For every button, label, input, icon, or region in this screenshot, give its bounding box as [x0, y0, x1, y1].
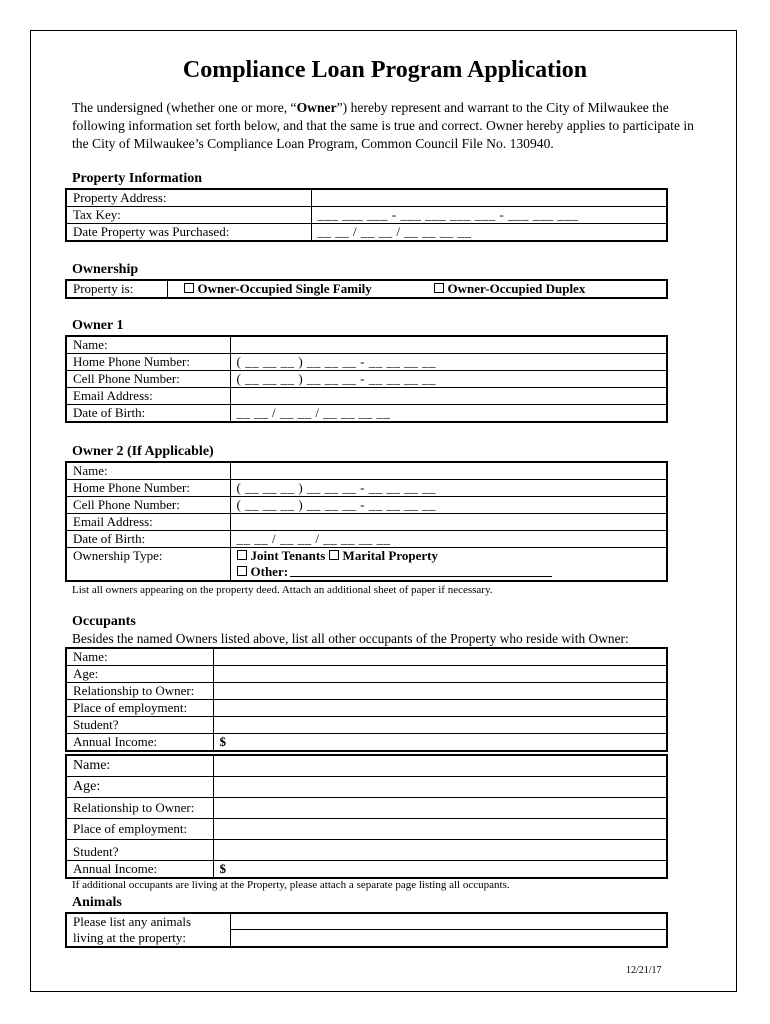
occupant2-relationship-field[interactable]: [213, 798, 667, 819]
owner2-table: [65, 461, 668, 582]
owner2-heading: Owner 2 (If Applicable): [72, 444, 214, 459]
owner1-heading: Owner 1: [72, 318, 124, 333]
footer-date: 12/21/17: [626, 965, 662, 976]
owner1-name-field[interactable]: [230, 336, 667, 354]
animals-field[interactable]: [230, 913, 667, 947]
checkbox-icon[interactable]: [184, 283, 194, 293]
animals-line-2[interactable]: [231, 930, 667, 946]
single-family-label: Owner-Occupied Single Family: [197, 281, 372, 296]
duplex-label: Owner-Occupied Duplex: [447, 281, 586, 296]
purchase-date-field[interactable]: __ __ / __ __ / __ __ __ __: [311, 224, 667, 242]
intro-owner-term: Owner: [296, 100, 337, 115]
owner1-email-field[interactable]: [230, 388, 667, 405]
table-row: [66, 717, 667, 734]
animals-heading: Animals: [72, 895, 122, 910]
occupants-note: If additional occupants are living at the Property, please attach a separate page listing all occupants.: [72, 879, 510, 891]
occupant1-relationship-label: Relationship to Owner:: [66, 683, 213, 700]
occupant1-relationship-field[interactable]: [213, 683, 667, 700]
owner2-home-phone-field[interactable]: ( __ __ __ ) __ __ __ - __ __ __ __: [230, 480, 667, 497]
occupant2-name-label: Name:: [66, 755, 213, 777]
checkbox-icon[interactable]: [237, 566, 247, 576]
checkbox-icon[interactable]: [329, 550, 339, 560]
table-row: [66, 734, 667, 752]
page-title: Compliance Loan Program Application: [182, 57, 588, 83]
owner1-home-phone-label: Home Phone Number:: [66, 354, 230, 371]
occupant1-student-field[interactable]: [213, 717, 667, 734]
owner2-dob-label: Date of Birth:: [66, 531, 230, 548]
checkbox-icon[interactable]: [434, 283, 444, 293]
owner2-cell-phone-label: Cell Phone Number:: [66, 497, 230, 514]
occupant2-student-field[interactable]: [213, 840, 667, 861]
occupant2-income-label: Annual Income:: [66, 861, 213, 879]
marital-property-option[interactable]: [329, 548, 438, 563]
ownership-type-options: [230, 548, 667, 582]
table-row: [66, 755, 667, 777]
animals-table: [65, 912, 668, 948]
property-is-label: Property is:: [66, 280, 167, 298]
animals-label-line1: Please list any animals: [73, 914, 192, 929]
table-row: [66, 336, 667, 354]
occupant1-name-label: Name:: [66, 648, 213, 666]
occupant1-income-label: Annual Income:: [66, 734, 213, 752]
occupant2-income-field[interactable]: $: [213, 861, 667, 879]
occupant2-employment-label: Place of employment:: [66, 819, 213, 840]
joint-tenants-option[interactable]: [237, 548, 326, 563]
tax-key-label: Tax Key:: [66, 207, 311, 224]
marital-property-label: Marital Property: [342, 548, 438, 563]
table-row: [66, 514, 667, 531]
occupants-intro: Besides the named Owners listed above, list all other occupants of the Property who reside with Owner:: [72, 631, 629, 646]
table-row: [66, 531, 667, 548]
occupant1-name-field[interactable]: [213, 648, 667, 666]
other-input-line[interactable]: [290, 565, 552, 577]
other-label: Other:: [250, 564, 289, 579]
owner1-dob-field[interactable]: __ __ / __ __ / __ __ __ __: [230, 405, 667, 423]
animals-line-1[interactable]: [231, 914, 667, 930]
owners-note: List all owners appearing on the property deed. Attach an additional sheet of paper if necessary.: [72, 584, 493, 596]
owner2-email-label: Email Address:: [66, 514, 230, 531]
table-row: [66, 777, 667, 798]
ownership-heading: Ownership: [72, 262, 139, 277]
owner2-dob-field[interactable]: __ __ / __ __ / __ __ __ __: [230, 531, 667, 548]
occupant2-relationship-label: Relationship to Owner:: [66, 798, 213, 819]
property-heading: Property Information: [72, 171, 202, 186]
table-row: [66, 861, 667, 879]
property-table: [65, 188, 668, 242]
table-row: [66, 840, 667, 861]
table-row: [66, 480, 667, 497]
owner1-cell-phone-field[interactable]: ( __ __ __ ) __ __ __ - __ __ __ __: [230, 371, 667, 388]
owner2-cell-phone-field[interactable]: ( __ __ __ ) __ __ __ - __ __ __ __: [230, 497, 667, 514]
table-row: [66, 280, 667, 298]
table-row: [66, 224, 667, 242]
property-address-label: Property Address:: [66, 189, 311, 207]
occupant1-age-label: Age:: [66, 666, 213, 683]
table-row: [66, 497, 667, 514]
purchase-date-label: Date Property was Purchased:: [66, 224, 311, 242]
owner2-email-field[interactable]: [230, 514, 667, 531]
checkbox-icon[interactable]: [237, 550, 247, 560]
table-row: [66, 648, 667, 666]
other-option[interactable]: [237, 564, 289, 579]
table-row: [66, 700, 667, 717]
table-row: [66, 405, 667, 423]
occupant1-age-field[interactable]: [213, 666, 667, 683]
owner1-name-label: Name:: [66, 336, 230, 354]
table-row: [66, 207, 667, 224]
duplex-option[interactable]: [434, 281, 586, 296]
owner1-table: [65, 335, 668, 423]
occupants-heading: Occupants: [72, 614, 136, 629]
owner1-home-phone-field[interactable]: ( __ __ __ ) __ __ __ - __ __ __ __: [230, 354, 667, 371]
joint-tenants-label: Joint Tenants: [250, 548, 326, 563]
table-row: [66, 819, 667, 840]
occupant2-table: [65, 754, 668, 879]
occupant2-employment-field[interactable]: [213, 819, 667, 840]
occupant1-employment-label: Place of employment:: [66, 700, 213, 717]
occupant2-name-field[interactable]: [213, 755, 667, 777]
table-row: [66, 548, 667, 582]
ownership-table: [65, 279, 668, 299]
table-row: [66, 798, 667, 819]
occupant1-student-label: Student?: [66, 717, 213, 734]
occupant2-student-label: Student?: [66, 840, 213, 861]
owner2-home-phone-label: Home Phone Number:: [66, 480, 230, 497]
table-row: [66, 913, 667, 947]
occupant1-table: [65, 647, 668, 752]
ownership-options: [167, 280, 667, 298]
owner2-name-field[interactable]: [230, 462, 667, 480]
table-row: [66, 371, 667, 388]
intro-text-2: ”) hereby represent and warrant to the City of Milwaukee the following information set forth below, and that the same is true and correct. Owner hereby applies to participate in the City of Milwaukee’s Compliance Loan Program, Common Council File No. 130940.: [72, 100, 694, 151]
occupant1-employment-field[interactable]: [213, 700, 667, 717]
owner1-cell-phone-label: Cell Phone Number:: [66, 371, 230, 388]
occupant2-age-field[interactable]: [213, 777, 667, 798]
table-row: [66, 683, 667, 700]
table-row: [66, 462, 667, 480]
owner1-dob-label: Date of Birth:: [66, 405, 230, 423]
occupant1-income-field[interactable]: $: [213, 734, 667, 752]
animals-label: [66, 913, 230, 947]
occupant2-age-label: Age:: [66, 777, 213, 798]
table-row: [66, 354, 667, 371]
intro-text-1: The undersigned (whether one or more, “: [72, 100, 297, 115]
table-row: [66, 189, 667, 207]
tax-key-field[interactable]: ___ ___ ___ - ___ ___ ___ ___ - ___ ___ ___: [311, 207, 667, 224]
owner1-email-label: Email Address:: [66, 388, 230, 405]
table-row: [66, 388, 667, 405]
property-address-field[interactable]: [311, 189, 667, 207]
owner2-name-label: Name:: [66, 462, 230, 480]
animals-label-line2: living at the property:: [73, 930, 187, 945]
table-row: [66, 666, 667, 683]
intro-paragraph: [72, 99, 712, 153]
ownership-type-label: Ownership Type:: [66, 548, 230, 582]
single-family-option[interactable]: [174, 281, 434, 297]
